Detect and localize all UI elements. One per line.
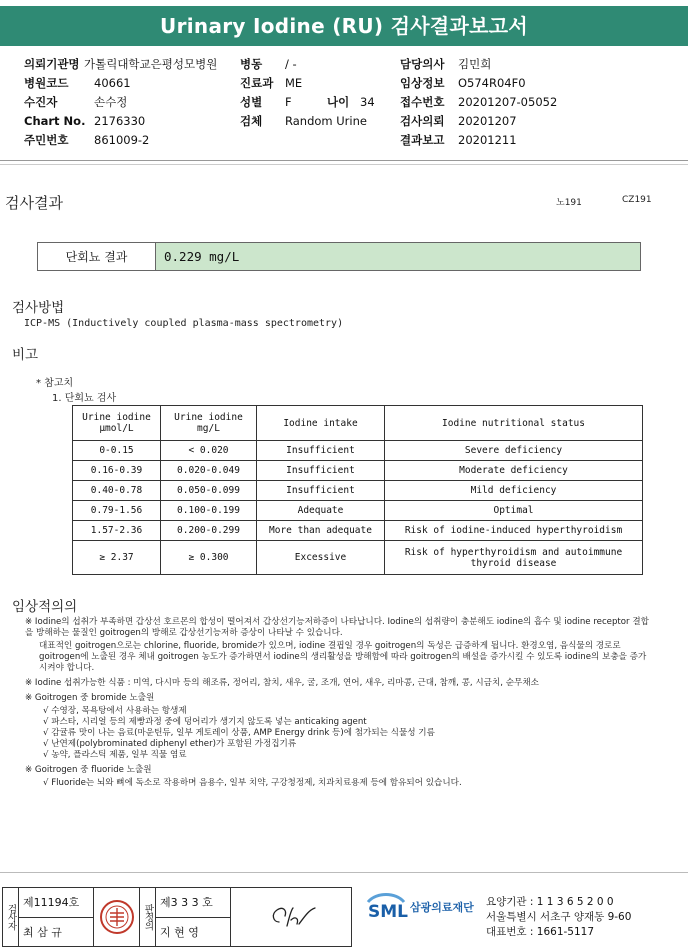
label-institution: 의뢰기관명 xyxy=(24,57,80,71)
cell: 0-0.15 xyxy=(73,441,161,461)
cell: Adequate xyxy=(257,501,385,521)
judge-reg: 제3 3 3 호 xyxy=(156,888,230,918)
lab-phone: 대표번호 : 1661-5117 xyxy=(486,926,595,938)
examiner-reg: 제11194호 xyxy=(19,888,93,918)
cell: More than adequate xyxy=(257,521,385,541)
clinical-paragraph: ※ Goitrogen 중 fluoride 노출원 xyxy=(25,765,152,775)
label-age: 나이 xyxy=(327,95,350,109)
header-umol: Urine iodine μmol/L xyxy=(73,406,161,441)
result-label: 단회뇨 결과 xyxy=(38,243,156,270)
value-resident-no: 861009-2 xyxy=(94,133,150,147)
value-institution: 가톨릭대학교은평성모병원 xyxy=(84,57,218,71)
cell: 0.050-0.099 xyxy=(161,481,257,501)
divider xyxy=(0,160,688,161)
value-sex: F xyxy=(285,95,292,109)
list-item: √ 수영장, 목욕탕에서 사용하는 항생제 xyxy=(43,706,187,716)
results-heading: 검사결과 xyxy=(5,194,63,212)
lab-code: 요양기관 : 1 1 3 6 5 2 0 0 xyxy=(486,896,614,908)
value-doctor: 김민희 xyxy=(458,57,492,71)
cell: ≥ 2.37 xyxy=(73,541,161,575)
list-item: √ 농약, 플라스틱 제품, 일부 직물 염료 xyxy=(43,750,187,760)
label-specimen: 검체 xyxy=(240,114,263,128)
divider xyxy=(0,164,688,165)
value-specimen: Random Urine xyxy=(285,114,367,128)
cell: 0.16-0.39 xyxy=(73,461,161,481)
value-patient: 손수정 xyxy=(94,95,128,109)
table-row xyxy=(73,541,643,575)
label-sex: 성별 xyxy=(240,95,263,109)
code-left: 노191 xyxy=(556,198,582,208)
table-row xyxy=(73,521,643,541)
cell: < 0.020 xyxy=(161,441,257,461)
value-department: ME xyxy=(285,76,303,90)
sml-logo xyxy=(364,892,474,922)
code-right: CZ191 xyxy=(622,195,652,205)
table-row xyxy=(73,461,643,481)
list-item: √ 파스타, 시리얼 등의 제빵과정 중에 덩어리가 생기지 않도록 넣는 anticaking agent xyxy=(43,717,367,727)
cell: Risk of hyperthyroidism and autoimmune thyroid disease xyxy=(385,541,643,575)
value-report-date: 20201211 xyxy=(458,133,517,147)
result-box xyxy=(37,242,641,271)
label-clinical-info: 임상정보 xyxy=(400,76,445,90)
clinical-paragraph: ※ Iodine의 섭취가 부족하면 갑상선 호르몬의 합성이 떨어져서 갑상선기능저하증이 나타납니다. Iodine의 섭취량이 충분해도 iodine의 흡수 및 iodine receptor 결합을 방해하는 물질인 goitrogen의 방해로 갑상선기능저하 증상이 나타날 수 있습니다. xyxy=(25,617,649,638)
cell: 1.57-2.36 xyxy=(73,521,161,541)
table-header-row xyxy=(73,406,643,441)
judge-signature xyxy=(231,888,351,946)
table-row xyxy=(73,501,643,521)
report-title: Urinary Iodine (RU) 검사결과보고서 xyxy=(0,6,688,46)
reference-table xyxy=(72,405,643,575)
cell: Insufficient xyxy=(257,441,385,461)
cell: Excessive xyxy=(257,541,385,575)
label-resident-no: 주민번호 xyxy=(24,133,69,147)
cell: 0.40-0.78 xyxy=(73,481,161,501)
value-chart-no: 2176330 xyxy=(94,114,146,128)
cell: 0.100-0.199 xyxy=(161,501,257,521)
judge-name: 지 현 영 xyxy=(160,925,199,939)
cell: Moderate deficiency xyxy=(385,461,643,481)
label-ward: 병동 xyxy=(240,57,263,71)
header-mgl: Urine iodine mg/L xyxy=(161,406,257,441)
result-value: 0.229 mg/L xyxy=(156,243,640,270)
table-row xyxy=(73,441,643,461)
seal-icon xyxy=(99,899,135,935)
cell: Insufficient xyxy=(257,461,385,481)
info-col-2 xyxy=(240,55,375,131)
logo-text: 삼광의료재단 xyxy=(410,901,474,914)
remarks-heading: 비고 xyxy=(12,347,39,363)
label-hospital-code: 병원코드 xyxy=(24,76,69,90)
reference-subtitle: 1. 단회뇨 검사 xyxy=(52,393,117,404)
clinical-heading: 임상적의의 xyxy=(12,599,78,615)
lab-address: 서울특별시 서초구 양재동 9-60 xyxy=(486,911,632,923)
clinical-paragraph: ※ Iodine 섭취가능한 식품 : 미역, 다시마 등의 해조류, 정어리, 참치, 새우, 굴, 조개, 연어, 새우, 리마콩, 근대, 참깨, 콩, 시금치, 순무채소 xyxy=(25,678,539,688)
judge-label: 판정의 xyxy=(140,888,156,946)
header-intake: Iodine intake xyxy=(257,406,385,441)
value-receipt-no: 20201207-05052 xyxy=(458,95,558,109)
list-item: √ 난연제(polybrominated diphenyl ether)가 포함된 가정집기류 xyxy=(43,739,297,749)
info-col-3 xyxy=(400,55,557,150)
value-clinical-info: O574R04F0 xyxy=(458,76,526,90)
examiner-seal xyxy=(94,888,140,946)
label-chart-no: Chart No. xyxy=(24,114,86,128)
value-ward: / - xyxy=(285,57,297,71)
clinical-paragraph: 대표적인 goitrogen으로는 chlorine, fluoride, bromide가 있으며, iodine 결핍일 경우 goitrogen의 독성은 급증하게 됩니다. 환경오염, 음식물의 경로로 goitrogen에 노출된 경우 체내 goitrogen 농도가 증가하면서 iodine의 생리활성을 방해함에 따라 goitrogen의 배설을 증가시킬 수 있도록 iodine의 보충을 증가시켜야 합니다. xyxy=(39,641,647,673)
clinical-paragraph: ※ Goitrogen 중 bromide 노출원 xyxy=(25,693,155,703)
label-doctor: 담당의사 xyxy=(400,57,445,71)
lab-info xyxy=(486,895,631,940)
cell: 0.200-0.299 xyxy=(161,521,257,541)
value-age: 34 xyxy=(360,95,375,109)
label-department: 진료과 xyxy=(240,76,274,90)
cell: Insufficient xyxy=(257,481,385,501)
examiner-name: 최 삼 규 xyxy=(23,925,62,939)
info-col-1 xyxy=(24,55,217,150)
sml-logo-mark: SML xyxy=(368,902,408,922)
value-request-date: 20201207 xyxy=(458,114,517,128)
signature-icon xyxy=(261,900,321,934)
label-receipt-no: 접수번호 xyxy=(400,95,445,109)
label-report-date: 결과보고 xyxy=(400,133,445,147)
cell: Risk of iodine-induced hyperthyroidism xyxy=(385,521,643,541)
cell: Severe deficiency xyxy=(385,441,643,461)
cell: ≥ 0.300 xyxy=(161,541,257,575)
list-item: √ Fluoride는 뇌와 뼈에 독소로 작용하며 음용수, 일부 치약, 구강청정제, 치과치료용제 등에 함유되어 있습니다. xyxy=(43,778,462,788)
list-item: √ 감귤류 맛이 나는 음료(마운틴듀, 일부 게토레이 상품, AMP Energy drink 등)에 첨가되는 식물성 기름 xyxy=(43,728,435,738)
value-hospital-code: 40661 xyxy=(94,76,131,90)
reference-star: * 참고치 xyxy=(36,378,74,389)
label-patient: 수진자 xyxy=(24,95,58,109)
divider xyxy=(0,872,688,873)
table-row xyxy=(73,481,643,501)
cell: Mild deficiency xyxy=(385,481,643,501)
method-text: ICP-MS (Inductively coupled plasma-mass spectrometry) xyxy=(24,318,344,329)
examiner-label: 검사자 xyxy=(3,888,19,946)
judge-cell xyxy=(156,888,231,946)
label-request-date: 검사의뢰 xyxy=(400,114,445,128)
signature-box xyxy=(2,887,352,947)
cell: Optimal xyxy=(385,501,643,521)
examiner-cell xyxy=(19,888,94,946)
header-status: Iodine nutritional status xyxy=(385,406,643,441)
cell: 0.79-1.56 xyxy=(73,501,161,521)
clinical-notes xyxy=(25,617,650,789)
cell: 0.020-0.049 xyxy=(161,461,257,481)
method-heading: 검사방법 xyxy=(12,300,65,316)
